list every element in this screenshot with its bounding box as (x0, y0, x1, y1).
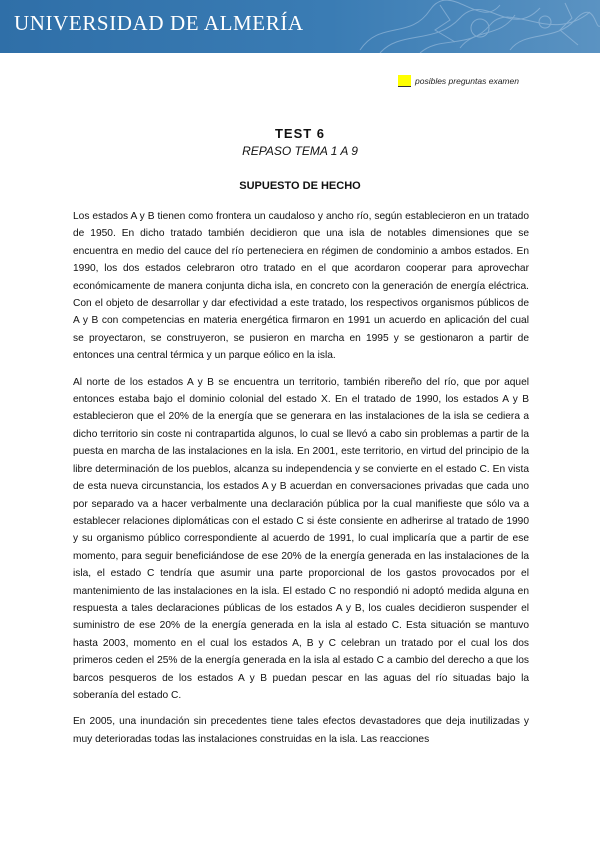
university-banner (0, 0, 600, 53)
banner-decoration-art (340, 0, 600, 53)
paragraph-1: Los estados A y B tienen como frontera un caudaloso y ancho río, según establecieron en un tratado de 1950. En dicho tratado también decidieron que una isla de notables dimensiones que se encuentra en medio del cauce del río perteneciera en régimen de condominio a ambos estados. En 1990, los dos estados celebraron otro tratado en el que acordaron cooperar para aprovechar económicamente de manera conjunta dicha isla, en concreto con la generación de energía eléctrica. Con el objeto de desarrollar y dar efectividad a este tratado, los respectivos organismos públicos de A y B con competencias en materia energética firmaron en 1991 un acuerdo en aplicación del cual se proyectaron, se construyeron, se pusieron en marcha en 1995 y se gestionaron a partir de entonces una central térmica y un parque eólico en la isla. (73, 211, 529, 362)
paragraph-2: Al norte de los estados A y B se encuentra un territorio, también ribereño del río, que por aquel entonces estaba bajo el dominio colonial del estado X. En el tratado de 1990, los estados A y B establecieron que el 20% de la energía que se generara en las instalaciones de la isla se cediera a dicho territorio sin coste ni contrapartida algunos, lo cual se llevó a cabo sin problemas a partir de la puesta en marcha de las instalaciones en la isla. En 2001, este territorio, en virtud del principio de la libre determinación de los pueblos, alcanza su independencia y se convierte en el estado C. En vista de esta nueva circunstancia, los estados A y B acuerdan en conversaciones privadas que cada uno por separado va a hacer verbalmente una declaración pública por la cual manifieste que sólo va a establecer relaciones diplomáticas con el estado C si éste consiente en adherirse al tratado de 1990 y su organismo público correspondiente al acuerdo de 1991, lo cual implicaría que a partir de ese momento, para seguir beneficiándose de ese 20% de la energía generada en las instalaciones de la isla, el estado C tendría que asumir una parte proporcional de los gastos provocados por el mantenimiento de las instalaciones en la isla. El estado C no respondió ni adoptó medida alguna en respuesta a tales declaraciones públicas de los estados A y B, los cuales decidieron suspender el suministro de ese 20% de la energía generada en la isla al estado C. Esta situación se mantuvo hasta 2003, momento en el cual los estados A, B y C celebran un tratado por el cual los dos primeros ceden el 25% de la energía generada en la isla al estado C a cambio del derecho a que los barcos pesqueros de los estados A y B puedan pescar en las aguas del río situadas bajo la soberanía del estado C. (73, 376, 529, 701)
exam-questions-legend (398, 75, 519, 87)
test-subtitle: REPASO TEMA 1 A 9 (242, 144, 358, 158)
legend-label: posibles preguntas examen (415, 76, 519, 86)
section-heading: SUPUESTO DE HECHO (239, 180, 361, 192)
test-title: TEST 6 (274, 126, 326, 141)
highlight-swatch (398, 75, 411, 87)
paragraph-3: En 2005, una inundación sin precedentes tiene tales efectos devastadores que deja inutilizadas y muy deterioradas todas las instalaciones construidas en la isla. Las reacciones (73, 716, 529, 745)
case-text (73, 208, 529, 757)
university-name: UNIVERSIDAD DE ALMERÍA (14, 11, 304, 35)
